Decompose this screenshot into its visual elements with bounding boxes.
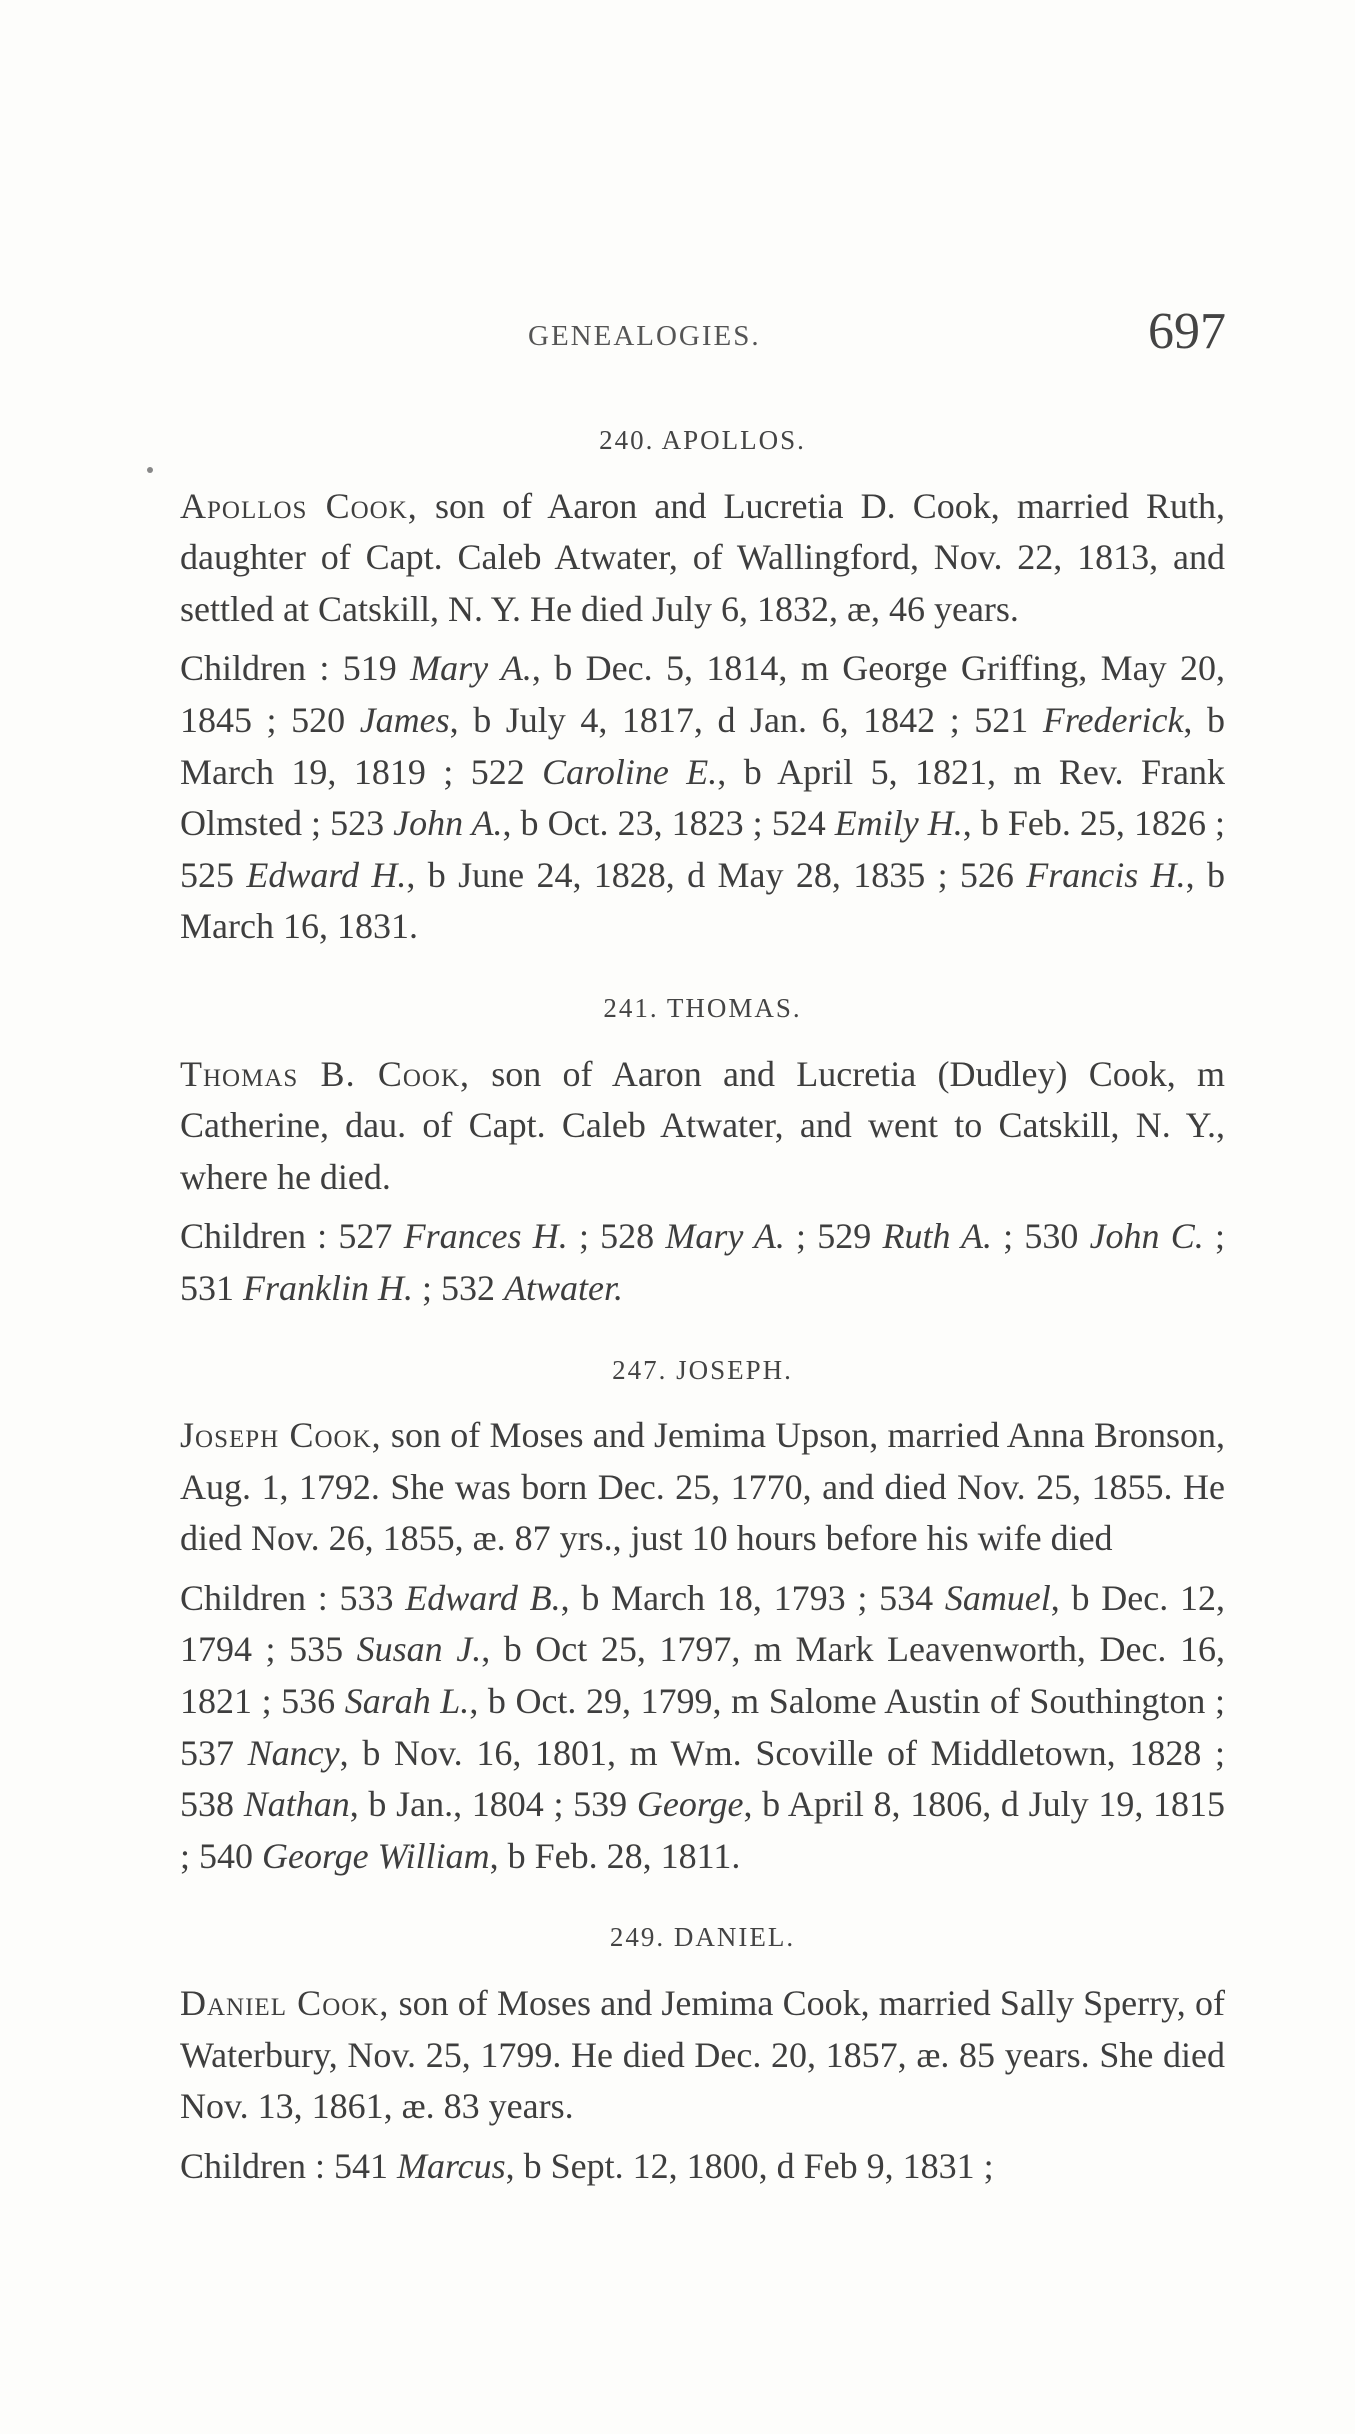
- section-heading: 240. APOLLOS.: [599, 425, 806, 455]
- child-detail: , b Jan., 1804 ; 539: [349, 1784, 637, 1825]
- section-249: [180, 1912, 1225, 2192]
- child-name: Sarah L.: [344, 1681, 470, 1722]
- child-name: John A.: [393, 803, 503, 844]
- child-name: Francis H.: [1026, 854, 1186, 895]
- section-heading: 247. JOSEPH.: [612, 1354, 793, 1385]
- child-name: George William: [262, 1835, 490, 1876]
- section-247: [180, 1345, 1225, 1883]
- genealogy-text: [180, 405, 1225, 2192]
- child-detail: , b Oct. 29, 1799, m Salome Austin of Southington ; 537: [180, 1681, 1225, 1773]
- paragraph-body: son of Moses and Jemima Upson, married Anna Bronson, Aug. 1, 1792. She was born Dec. 25, 1770, and died Nov. 25, 1855. He died Nov. 26, 1855, æ. 87 yrs., just 10 hours before his wife died: [180, 1415, 1226, 1559]
- child-name: George: [636, 1784, 744, 1825]
- child-name: John C.: [1089, 1216, 1204, 1257]
- child-detail: , b Oct. 23, 1823 ; 524: [502, 803, 835, 844]
- child-name: Mary A.: [665, 1216, 785, 1257]
- child-detail: ; 530: [991, 1216, 1090, 1257]
- child-name: Frances H.: [403, 1216, 568, 1257]
- child-detail: , b Dec. 5, 1814, m George Griffing, May 20, 1845 ; 520: [180, 648, 1225, 740]
- child-name: Emily H.: [834, 803, 963, 844]
- section-paragraph: [180, 1410, 1225, 1565]
- children-list: [180, 643, 1225, 953]
- child-name: Edward B.: [405, 1577, 561, 1618]
- paragraph-body: son of Aaron and Lucretia (Dudley) Cook, m Catherine, dau. of Capt. Caleb Atwater, and went to Catskill, N. Y., where he died.: [180, 1053, 1225, 1197]
- child-name: Frederick: [1042, 699, 1184, 740]
- section-heading: 241. THOMAS.: [603, 992, 802, 1023]
- child-name: Edward H.: [246, 854, 407, 895]
- section-240: [180, 415, 1225, 953]
- paragraph-body: son of Aaron and Lucretia D. Cook, married Ruth, daughter of Capt. Caleb Atwater, of Wallingford, Nov. 22, 1813, and settled at Catskill, N. Y. He died July 6, 1832, æ, 46 years.: [180, 485, 1225, 629]
- child-detail: Children : 541: [180, 2145, 397, 2186]
- children-list: [180, 1211, 1225, 1314]
- section-241: [180, 983, 1225, 1315]
- child-name: Atwater.: [504, 1267, 624, 1308]
- child-name: Nathan: [243, 1784, 350, 1825]
- running-head: [0, 300, 1355, 380]
- child-detail: Children : 527: [180, 1216, 404, 1257]
- child-detail: , b Sept. 12, 1800, d Feb 9, 1831 ;: [505, 2145, 994, 2186]
- child-detail: Children : 533: [180, 1577, 406, 1618]
- person-name: Joseph Cook,: [180, 1415, 382, 1456]
- child-detail: , b June 24, 1828, d May 28, 1835 ; 526: [406, 854, 1027, 895]
- margin-dot: [147, 467, 153, 473]
- section-heading: 249. DANIEL.: [609, 1922, 796, 1953]
- child-name: Susan J.: [356, 1629, 482, 1670]
- person-name: Apollos Cook,: [180, 485, 418, 526]
- child-name: Marcus: [396, 2145, 506, 2186]
- child-detail: , b April 8, 1806, d July 19, 1815 ; 540: [180, 1784, 1226, 1876]
- child-detail: ; 532: [412, 1267, 504, 1308]
- child-detail: , b Feb. 25, 1826 ; 525: [180, 803, 1226, 895]
- child-detail: , b Oct 25, 1797, m Mark Leavenworth, Dec. 16, 1821 ; 536: [180, 1629, 1225, 1722]
- section-paragraph: [180, 481, 1225, 636]
- page-number: 697: [1148, 303, 1226, 360]
- section-paragraph: [180, 1049, 1225, 1204]
- paragraph-body: son of Moses and Jemima Cook, married Sally Sperry, of Waterbury, Nov. 25, 1799. He died Dec. 20, 1857, æ. 85 years. She died Nov. 13, 1861, æ. 83 years.: [180, 1983, 1225, 2127]
- person-name: Daniel Cook,: [180, 1983, 390, 2024]
- child-detail: ; 528: [567, 1216, 666, 1257]
- running-title: GENEALOGIES.: [528, 320, 761, 352]
- child-detail: Children : 519: [180, 648, 411, 689]
- child-detail: , b March 18, 1793 ; 534: [560, 1577, 945, 1618]
- child-detail: , b April 5, 1821, m Rev. Frank Olmsted ; 523: [180, 751, 1225, 844]
- child-name: Nancy: [247, 1732, 340, 1773]
- child-detail: , b March 19, 1819 ; 522: [180, 699, 1225, 792]
- children-list: [180, 1573, 1225, 1883]
- person-name: Thomas B. Cook,: [180, 1053, 471, 1094]
- child-name: Samuel: [944, 1577, 1051, 1618]
- child-name: Caroline E.: [542, 751, 718, 792]
- section-paragraph: [180, 1978, 1225, 2133]
- child-detail: , b Nov. 16, 1801, m Wm. Scoville of Middletown, 1828 ; 538: [180, 1732, 1225, 1825]
- child-name: James: [359, 699, 450, 740]
- child-name: Franklin H.: [243, 1267, 413, 1308]
- child-name: Ruth A.: [882, 1216, 992, 1257]
- child-detail: , b Feb. 28, 1811.: [489, 1835, 741, 1876]
- child-detail: ; 529: [784, 1216, 883, 1257]
- child-detail: , b Dec. 12, 1794 ; 535: [180, 1577, 1225, 1670]
- children-list: [180, 2141, 1225, 2193]
- child-detail: , b July 4, 1817, d Jan. 6, 1842 ; 521: [449, 699, 1043, 740]
- child-detail: ; 531: [180, 1216, 1225, 1308]
- child-detail: , b March 16, 1831.: [180, 854, 1225, 947]
- child-name: Mary A.: [410, 648, 532, 689]
